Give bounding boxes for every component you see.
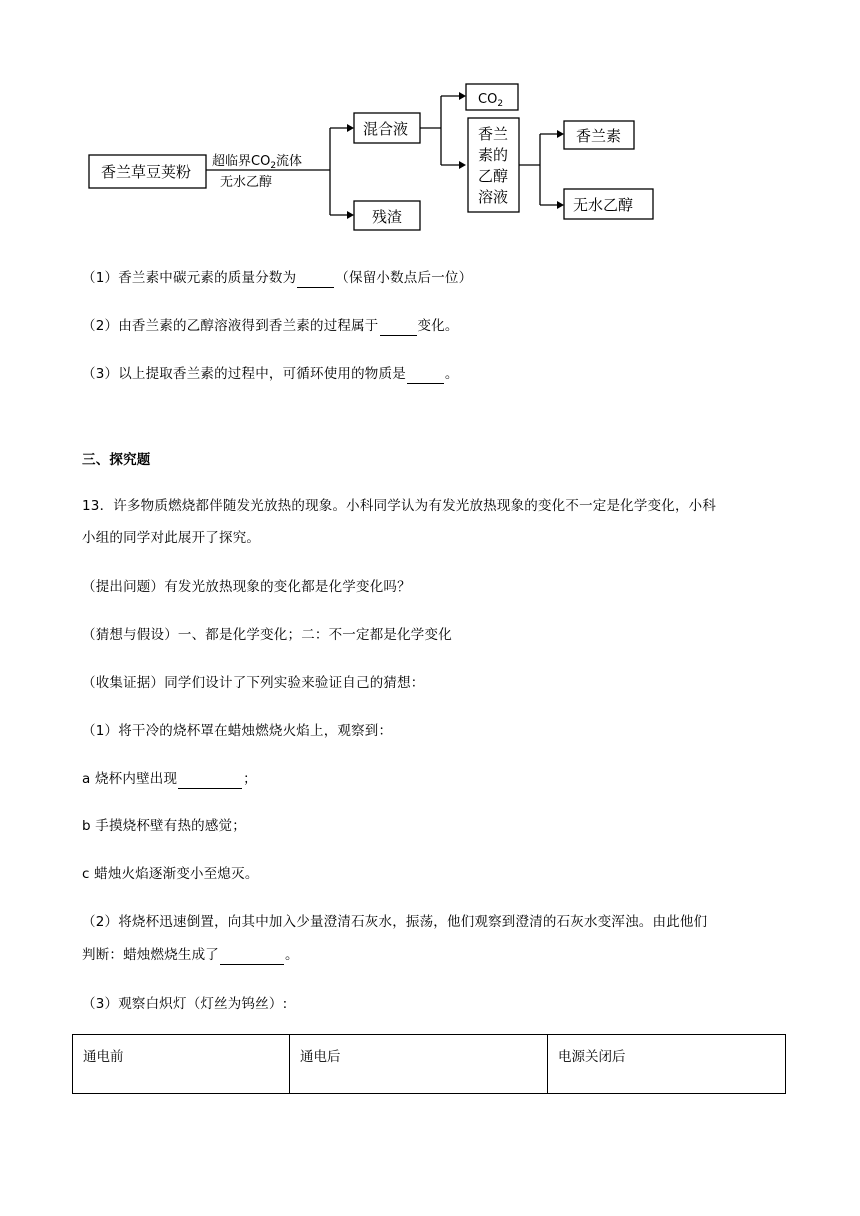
solution-line-3: 乙醇 xyxy=(478,167,509,185)
q12-sub2-text: （2）由香兰素的乙醇溶液得到香兰素的过程属于 xyxy=(82,318,379,334)
q13-obs-a-suffix: ； xyxy=(243,771,257,787)
co2-label: $CO_2$ xyxy=(478,92,504,109)
q12-sub3-blank[interactable] xyxy=(407,369,444,384)
q13-step3: （3）观察白炽灯（灯丝为钨丝）: xyxy=(82,996,288,1012)
mix-label: 混合液 xyxy=(363,120,409,138)
process-label-2: 无水乙醇 xyxy=(220,175,273,190)
q12-sub1 xyxy=(82,268,472,288)
q12-sub1-blank[interactable] xyxy=(297,273,334,288)
table-header-during: 通电后 xyxy=(290,1035,548,1093)
q13-ask: （提出问题）有发光放热现象的变化都是化学变化吗？ xyxy=(82,579,411,595)
q12-sub2-suffix: 变化。 xyxy=(417,318,459,334)
q13-step2-2-suffix: 。 xyxy=(285,947,299,963)
q13-step2-2-text: 判断：蜡烛燃烧生成了 xyxy=(82,947,219,963)
q13-step2-1: （2）将烧杯迅速倒置，向其中加入少量澄清石灰水，振荡，他们观察到澄清的石灰水变浑浊。由此他们 xyxy=(82,914,708,930)
residue-label: 残渣 xyxy=(372,208,403,226)
ethanol-label: 无水乙醇 xyxy=(573,196,634,214)
vanillin-label: 香兰素 xyxy=(576,127,622,145)
q13-obs-c: c 蜡烛火焰逐渐变小至熄灭。 xyxy=(82,866,259,882)
solution-line-4: 溶液 xyxy=(478,188,509,206)
q13-obs-a-blank[interactable] xyxy=(178,774,242,789)
table-header-before: 通电前 xyxy=(73,1035,290,1093)
q13-guess: （猜想与假设）一、都是化学变化；二：不一定都是化学变化 xyxy=(82,627,452,643)
solution-line-1: 香兰 xyxy=(478,125,509,143)
q13-intro-2: 小组的同学对此展开了探究。 xyxy=(82,530,261,546)
q12-sub3-suffix: 。 xyxy=(444,366,459,382)
section-title: 三、探究题 xyxy=(82,452,151,468)
lamp-observation-table xyxy=(72,1034,786,1094)
q13-obs-a-text: a 烧杯内壁出现 xyxy=(82,771,178,787)
q12-sub2 xyxy=(82,316,459,336)
q13-step2-2 xyxy=(82,945,299,965)
q13-collect: （收集证据）同学们设计了下列实验来验证自己的猜想： xyxy=(82,675,425,691)
table-header-after: 电源关闭后 xyxy=(558,1049,626,1065)
q12-sub1-suffix: （保留小数点后一位） xyxy=(335,270,473,286)
q13-step2-blank[interactable] xyxy=(220,950,284,965)
q12-sub2-blank[interactable] xyxy=(380,321,417,336)
source-label: 香兰草豆荚粉 xyxy=(101,163,192,181)
q13-step1: （1）将干冷的烧杯罩在蜡烛燃烧火焰上，观察到： xyxy=(82,723,393,739)
q12-sub3-text: （3）以上提取香兰素的过程中，可循环使用的物质是 xyxy=(82,366,406,382)
process-label-1: 超临界$CO_2$流体 xyxy=(212,154,303,171)
q13-obs-a xyxy=(82,769,257,789)
q12-sub3 xyxy=(82,364,459,384)
solution-line-2: 素的 xyxy=(478,146,509,164)
q13-intro-1: 13．许多物质燃烧都伴随发光放热的现象。小科同学认为有发光放热现象的变化不一定是化学变化，小科 xyxy=(82,498,717,514)
q12-sub1-text: （1）香兰素中碳元素的质量分数为 xyxy=(82,270,297,286)
q13-obs-b: b 手摸烧杯壁有热的感觉； xyxy=(82,818,246,834)
extraction-flow-diagram xyxy=(0,0,860,250)
